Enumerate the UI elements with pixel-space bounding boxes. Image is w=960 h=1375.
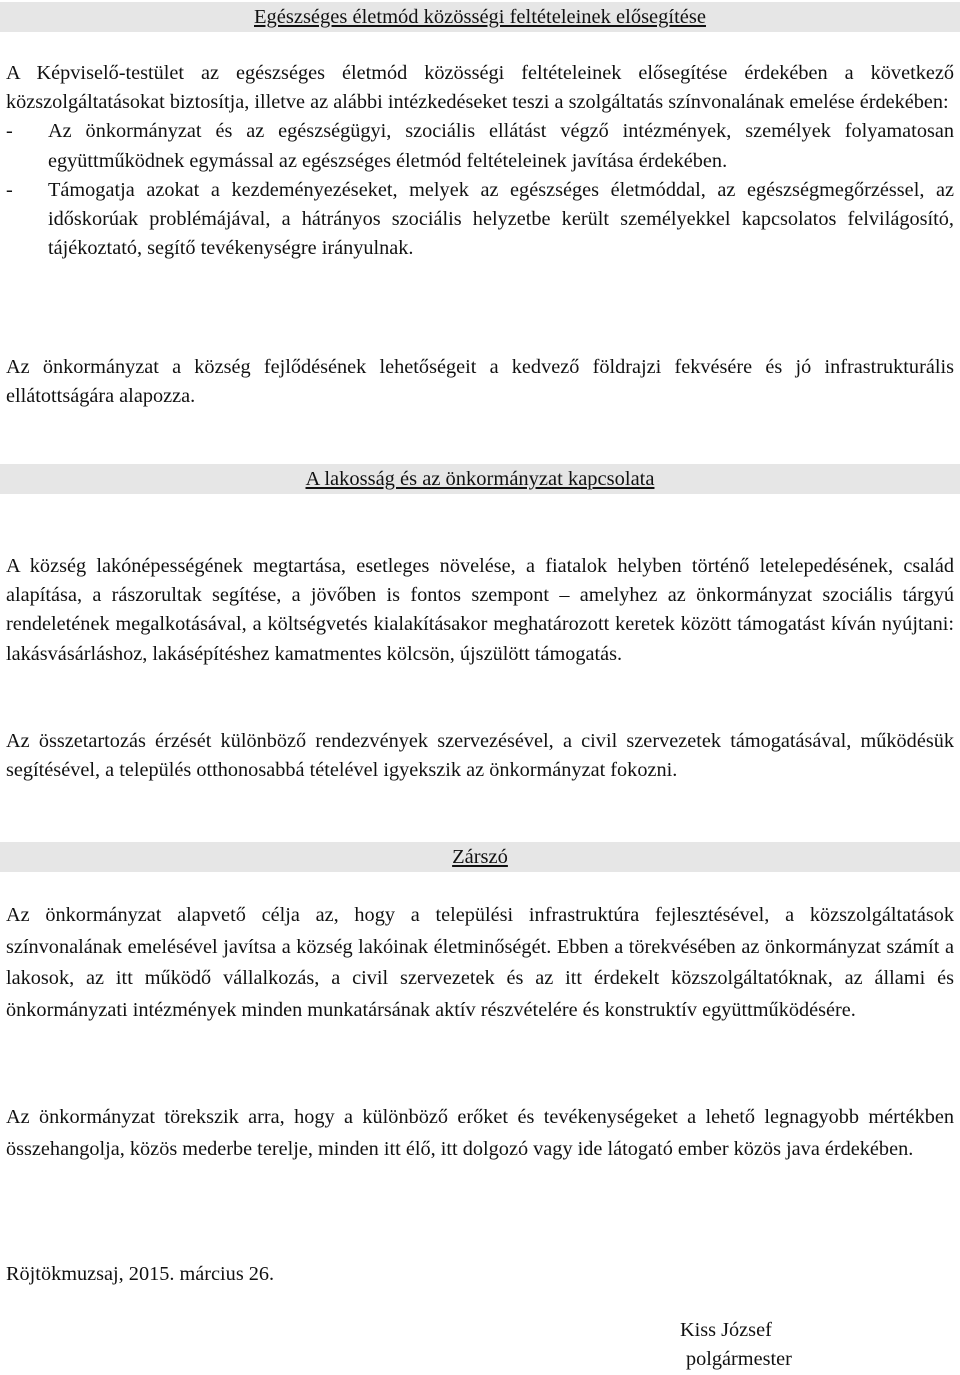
health-bullet-item	[6, 176, 954, 264]
section-heading-community: A lakosság és az önkormányzat kapcsolata	[0, 464, 960, 494]
health-closing-block	[6, 353, 954, 411]
signer-title: polgármester	[686, 1348, 792, 1370]
bullet-text: Az önkormányzat és az egészségügyi, szociális ellátást végző intézmények, személyek folyamatosan együttműködnek egymással az egészséges életmód feltételeinek javítása érdekében.	[48, 120, 954, 172]
section-health-body	[6, 59, 954, 263]
health-intro-paragraph: A Képviselő-testület az egészséges életmód közösségi feltételeinek elősegítése érdekében a következő közszolgáltatásokat biztosítja, illetve az alábbi intézkedéseket teszi a szolgáltatás színvonalának emelése érdekében:	[6, 62, 954, 114]
community-paragraph-2-block	[6, 727, 954, 785]
community-paragraph: A község lakónépességének megtartása, esetleges növelése, a fiatalok helyben történő letelepedésének, család alapítása, a rászorultak segítése, a jövőben is fontos szempont – amelyhez az önkormányzat szociális tárgyú rendeletének megalkotásával, a költségvetés kialakításakor meghatározott keretek között támogatást kíván nyújtani: lakásvásárláshoz, lakásépítéshez kamatmentes kölcsön, újszülött támogatás.	[6, 555, 954, 665]
section-heading-health: Egészséges életmód közösségi feltételeinek elősegítése	[0, 2, 960, 32]
closing-paragraph-1-block	[6, 900, 954, 1026]
signature-block	[680, 1316, 840, 1374]
signer-name: Kiss József	[680, 1319, 772, 1341]
health-bullet-item	[6, 117, 954, 175]
bullet-dash: -	[6, 120, 13, 143]
place-and-date: Röjtökmuzsaj, 2015. március 26.	[6, 1263, 275, 1285]
community-paragraph: Az összetartozás érzését különböző rendezvények szervezésével, a civil szervezetek támogatásával, működésük segítésével, a település otthonosabbá tételével igyekszik az önkormányzat fokozni.	[6, 730, 954, 782]
community-paragraph-1-block	[6, 552, 954, 669]
closing-paragraph: Az önkormányzat törekszik arra, hogy a különböző erőket és tevékenységeket a lehető legnagyobb mértékben összehangolja, közös mederbe terelje, minden itt élő, itt dolgozó vagy ide látogató ember közös java érdekében.	[6, 1106, 954, 1160]
bullet-dash: -	[6, 178, 13, 201]
health-closing-paragraph: Az önkormányzat a község fejlődésének lehetőségeit a kedvező földrajzi fekvésére és jó infrastrukturális ellátottságára alapozza.	[6, 356, 954, 408]
closing-paragraph-2-block	[6, 1102, 954, 1165]
bullet-text: Támogatja azokat a kezdeményezéseket, melyek az egészséges életmóddal, az egészségmegőrzéssel, az időskorúak problémájával, a hátrányos szociális helyzetbe került személyekkel kapcsolatos felvilágosító, tájékoztató, segítő tevékenységre irányulnak.	[48, 178, 954, 260]
section-heading-closing: Zárszó	[0, 842, 960, 872]
closing-paragraph: Az önkormányzat alapvető célja az, hogy a települési infrastruktúra fejlesztésével, a közszolgáltatások színvonalának emelésével javítsa a község lakóinak életminőségét. Ebben a törekvésében az önkormányzat számít a lakosok, az itt működő vállalkozás, a civil szervezetek és az itt érdekelt közszolgáltatóknak, az állami és önkormányzati intézmények minden munkatársának aktív részvételére és konstruktív együttműködésére.	[6, 904, 954, 1021]
